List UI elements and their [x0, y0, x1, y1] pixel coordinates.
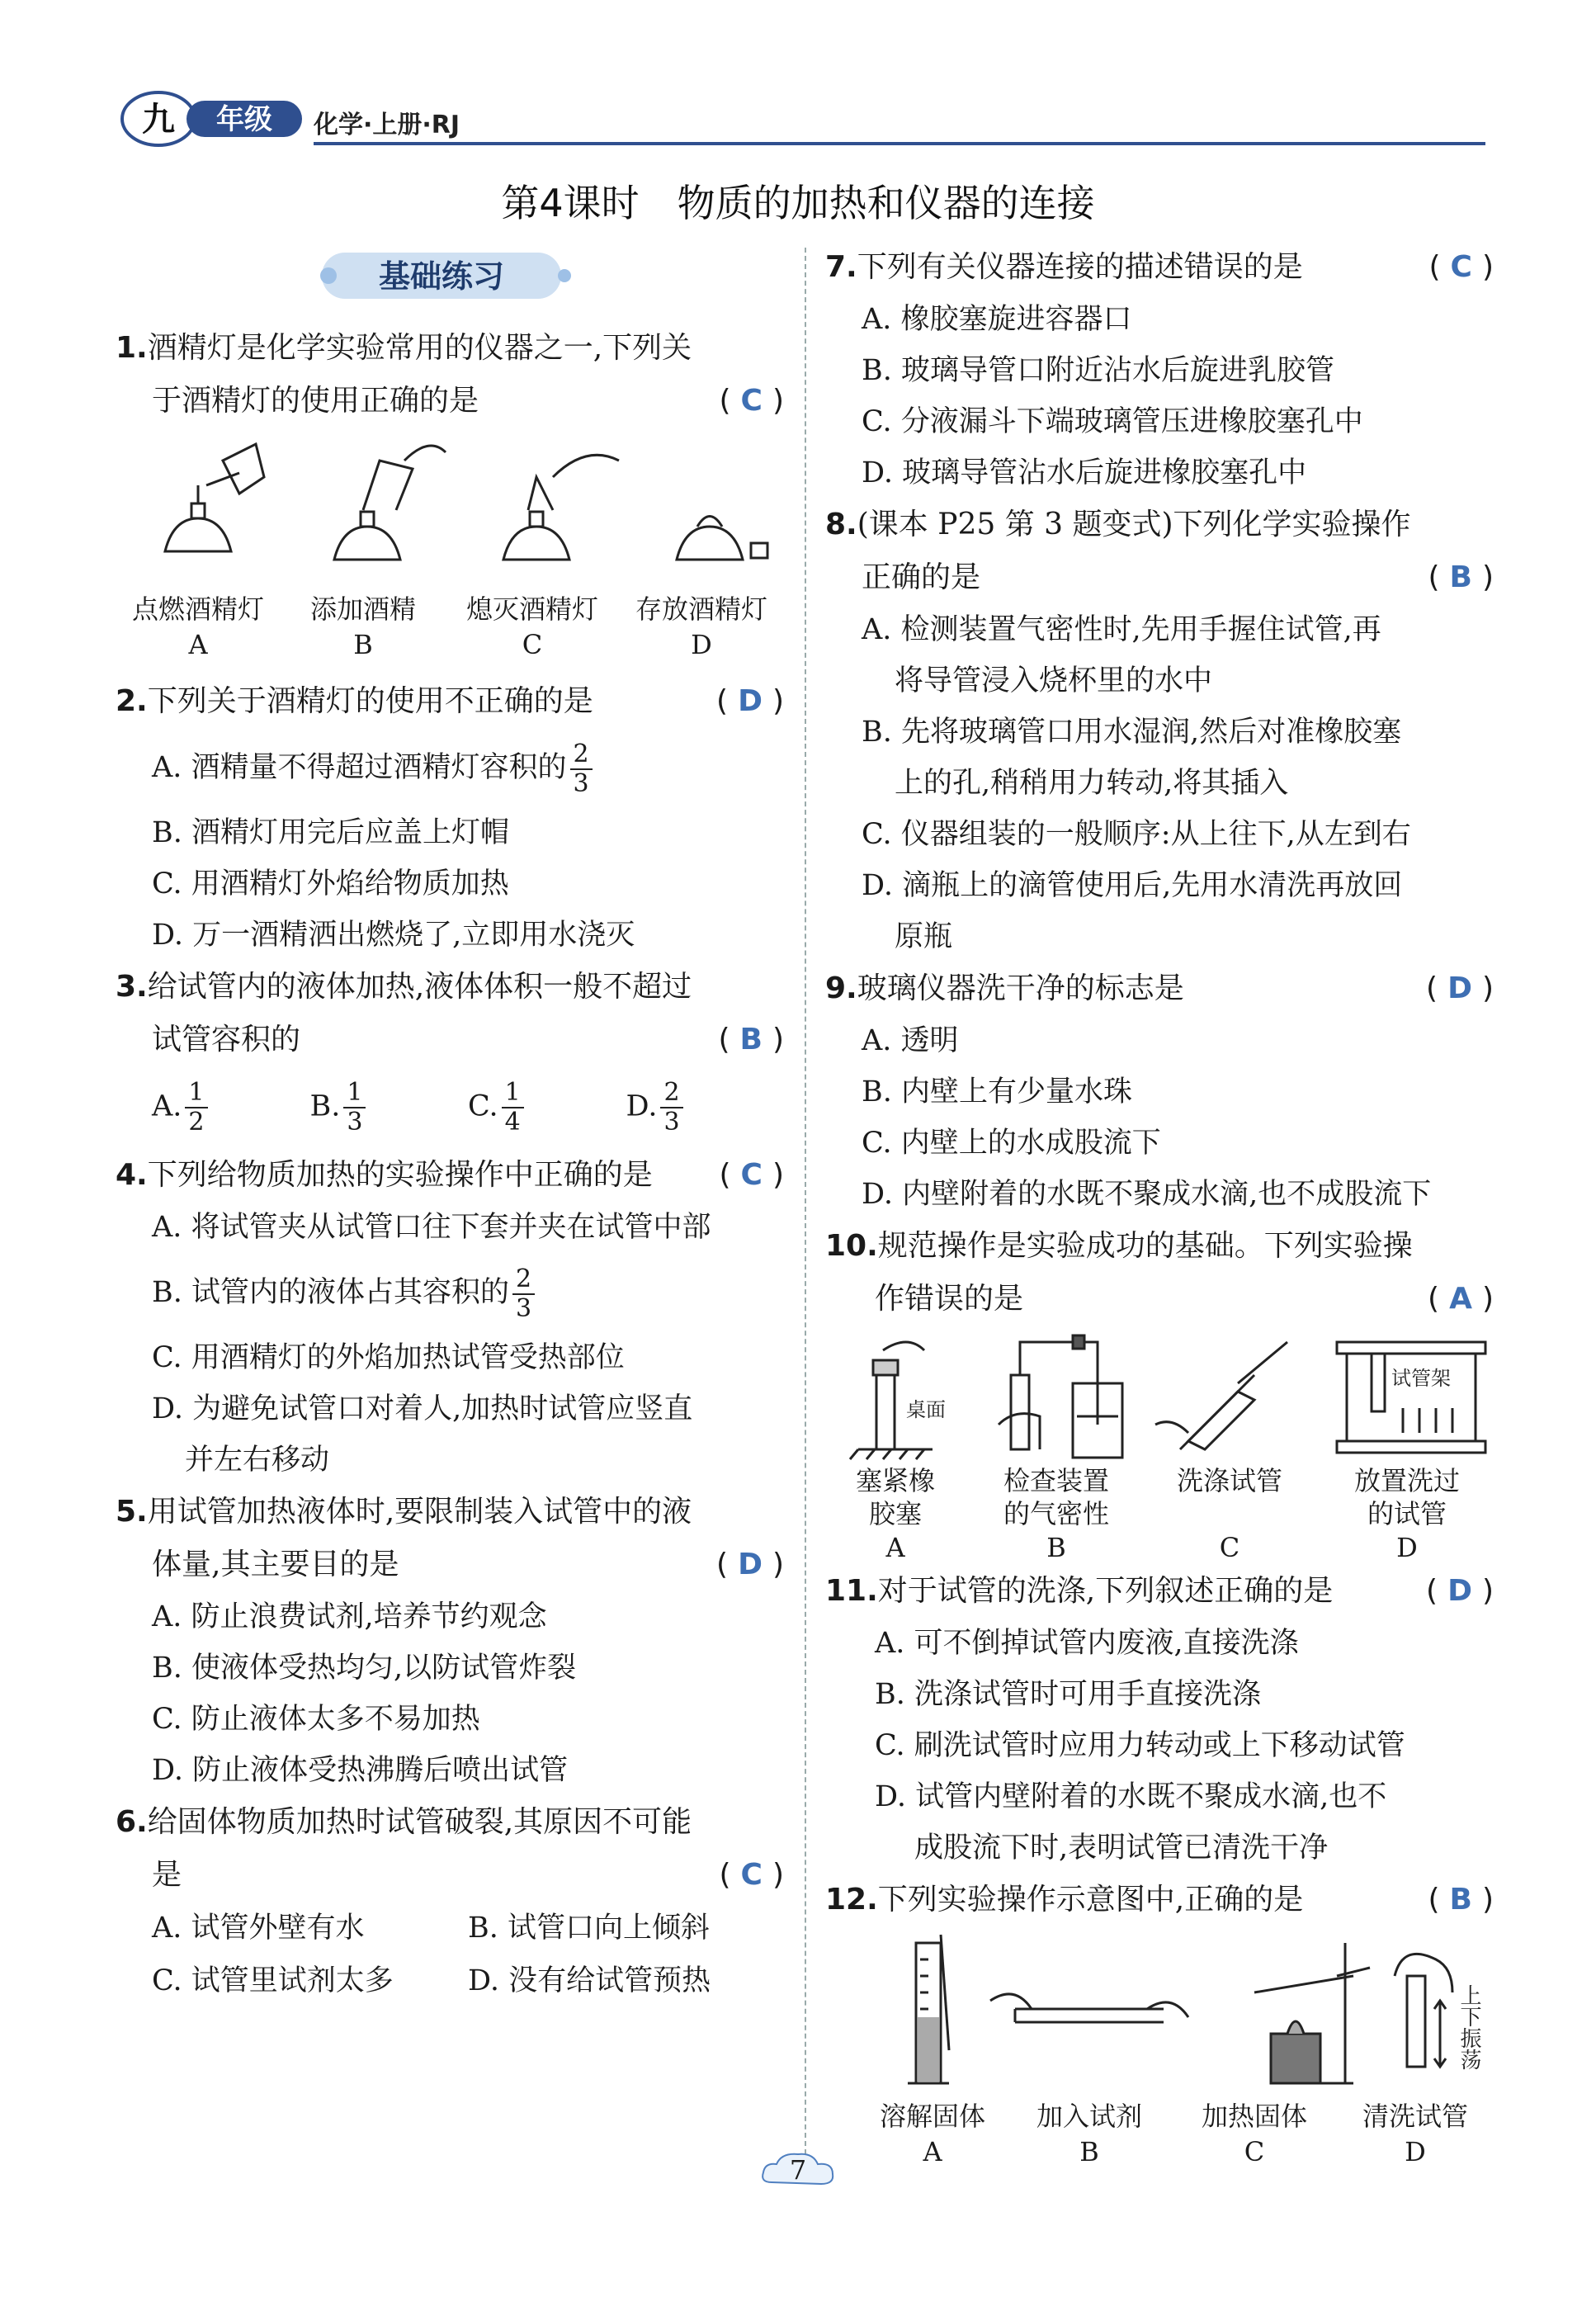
option-d: D. 滴瓶上的滴管使用后,先用水清洗再放回 [862, 869, 1403, 902]
desk-label: 桌面 [906, 1398, 946, 1421]
numerator: 2 [660, 1079, 682, 1108]
fraction [512, 1265, 535, 1323]
left-column [116, 322, 784, 2007]
section-label: 基础练习 [378, 258, 505, 295]
fig-letter: B [353, 629, 373, 660]
numerator: 1 [502, 1079, 524, 1108]
fig-letter: A [188, 629, 208, 660]
option-letter: B. [309, 1089, 341, 1123]
option-c: C. 分液漏斗下端玻璃管压进橡胶塞孔中 [862, 405, 1363, 438]
svg-text:九: 九 [142, 101, 175, 139]
option-letter: C. [468, 1089, 498, 1123]
answer-box: ( D ) [716, 1548, 784, 1581]
question-number: 5. [116, 1495, 148, 1529]
option-text: A. 酒精量不得超过酒精灯容积的 [152, 751, 567, 784]
answer-value: C [740, 1858, 763, 1892]
fig-caption: 溶解固体 [879, 2101, 985, 2132]
answer-box: ( B ) [1428, 1883, 1494, 1917]
question-number: 3. [116, 970, 148, 1004]
fig-caption: 洗涤试管 [1176, 1465, 1282, 1496]
answer-box: ( B ) [1428, 560, 1494, 594]
answer-box: ( C ) [719, 384, 784, 418]
fig-letter: D [1396, 1532, 1418, 1563]
lab-operation-figure-icon [825, 1326, 1494, 1466]
fig-caption: 塞紧橡 胶塞 [855, 1465, 935, 1529]
numerator: 2 [570, 740, 593, 770]
question-6 [116, 1796, 784, 2007]
question-number: 12. [825, 1883, 878, 1917]
answer-value: B [1449, 1883, 1472, 1917]
fig-letter: B [1046, 1532, 1066, 1563]
fig-caption: 点燃酒精灯 [131, 593, 264, 625]
question-text: 给固体物质加热时试管破裂,其原因不可能 [147, 1805, 692, 1839]
q1-figure [116, 428, 784, 675]
option-d: D. 玻璃导管沾水后旋进橡胶塞孔中 [862, 456, 1307, 489]
question-1 [116, 322, 784, 675]
answer-box: ( C ) [719, 1858, 784, 1892]
question-4 [116, 1149, 784, 1486]
answer-box: ( C ) [1428, 250, 1494, 284]
question-number: 1. [116, 331, 148, 365]
option-b: B. 试管口向上倾斜 [468, 1912, 710, 1945]
question-text: 下列实验操作示意图中,正确的是 [877, 1883, 1304, 1917]
option-a-cont: 将导管浸入烧杯里的水中 [895, 664, 1213, 697]
option-a: A. 试管外壁有水 [152, 1912, 365, 1945]
answer-box: ( A ) [1428, 1282, 1494, 1316]
question-text: (课本 P25 第 3 题变式)下列化学实验操作 [857, 508, 1411, 541]
question-number: 7. [825, 250, 857, 284]
option-b [310, 1079, 469, 1137]
option-b: B. 洗涤试管时可用手直接洗涤 [875, 1678, 1261, 1711]
option-a: A. 将试管夹从试管口往下套并夹在试管中部 [152, 1211, 711, 1244]
option-a: A. 橡胶塞旋进容器口 [862, 303, 1132, 336]
page-title: 第4课时 物质的加热和仪器的连接 [501, 181, 1095, 225]
question-number: 10. [825, 1229, 878, 1263]
fig-caption: 清洗试管 [1362, 2101, 1468, 2132]
answer-value: C [740, 1158, 763, 1192]
answer-value: B [739, 1023, 763, 1056]
fig-caption: 存放酒精灯 [635, 593, 767, 625]
question-text: 规范操作是实验成功的基础。下列实验操 [877, 1229, 1413, 1263]
option-c: C. 试管里试剂太多 [152, 1964, 394, 1997]
fig-caption: 放置洗过 的试管 [1353, 1465, 1460, 1529]
option-c: C. 刷洗试管时应用力转动或上下移动试管 [875, 1729, 1405, 1762]
fig-caption: 加热固体 [1201, 2101, 1307, 2132]
answer-box: ( D ) [1426, 971, 1494, 1005]
option-a: A. 检测装置气密性时,先用手握住试管,再 [862, 613, 1381, 646]
option-letter: D. [626, 1089, 658, 1123]
shake-label: 上下振荡 [1457, 1984, 1481, 2070]
option-d: D. 没有给试管预热 [468, 1964, 711, 1997]
option-c: C. 防止液体太多不易加热 [152, 1703, 480, 1736]
question-number: 4. [116, 1158, 148, 1192]
question-text: 作错误的是 [875, 1282, 1024, 1316]
column-divider [805, 248, 806, 2162]
question-text: 用试管加热液体时,要限制装入试管中的液 [147, 1495, 692, 1529]
option-b: B. 玻璃导管口附近沾水后旋进乳胶管 [862, 354, 1334, 387]
question-2 [116, 675, 784, 961]
option-b: B. 先将玻璃管口用水湿润,然后对准橡胶塞 [862, 716, 1402, 749]
answer-box: ( B ) [718, 1023, 784, 1056]
option-d: D. 防止液体受热沸腾后喷出试管 [152, 1754, 569, 1787]
option-a [152, 1079, 310, 1137]
question-text: 试管容积的 [152, 1023, 301, 1056]
fig-caption: 加入试剂 [1036, 2101, 1142, 2132]
fig-caption: 熄灭酒精灯 [465, 593, 598, 625]
denominator: 3 [515, 1293, 532, 1323]
answer-value: D [1447, 971, 1472, 1005]
answer-value: D [1447, 1574, 1472, 1608]
option-d-cont: 原瓶 [895, 920, 953, 953]
option-b: B. 使液体受热均匀,以防试管炸裂 [152, 1652, 577, 1685]
question-text: 于酒精灯的使用正确的是 [152, 384, 479, 418]
option-a: A. 防止浪费试剂,培养节约观念 [152, 1600, 547, 1633]
fig-caption: 添加酒精 [309, 593, 416, 625]
fig-letter: C [522, 629, 543, 660]
question-text: 下列给物质加热的实验操作中正确的是 [147, 1158, 653, 1192]
question-8 [825, 499, 1494, 962]
answer-box: ( D ) [716, 684, 784, 718]
answer-value: D [738, 684, 763, 718]
svg-text:年级: 年级 [216, 103, 272, 136]
question-text: 下列关于酒精灯的使用不正确的是 [147, 684, 593, 718]
fraction [343, 1079, 366, 1137]
fig-letter: A [923, 2136, 942, 2167]
option-c: C. 内壁上的水成股流下 [862, 1127, 1161, 1160]
q12-figure [825, 1926, 1494, 2174]
option-a [116, 728, 784, 807]
question-text: 对于试管的洗涤,下列叙述正确的是 [877, 1574, 1334, 1608]
question-number: 6. [116, 1805, 148, 1839]
question-12 [825, 1874, 1494, 2174]
answer-box: ( C ) [719, 1158, 784, 1192]
numerator: 2 [512, 1265, 535, 1295]
question-text: 正确的是 [862, 560, 981, 594]
question-number: 11. [825, 1574, 878, 1608]
options-row-1 [116, 1902, 784, 1954]
page-number [757, 2146, 839, 2195]
option-c: C. 用酒精灯外焰给物质加热 [152, 867, 509, 900]
question-11 [825, 1565, 1494, 1874]
option-d: D. 万一酒精洒出燃烧了,立即用水浇灭 [152, 919, 635, 952]
denominator: 2 [188, 1108, 205, 1137]
option-d: D. 试管内壁附着的水既不聚成水滴,也不 [875, 1780, 1387, 1813]
alcohol-lamp-figure-icon [116, 428, 784, 584]
option-letter: A. [152, 1089, 182, 1123]
question-text: 酒精灯是化学实验常用的仪器之一,下列关 [147, 331, 692, 365]
denominator: 4 [504, 1108, 521, 1137]
lab-operation-figure-icon [825, 1926, 1494, 2100]
fraction-options [116, 1066, 784, 1149]
fig-letter: B [1079, 2136, 1099, 2167]
question-number: 8. [825, 508, 857, 541]
question-5 [116, 1486, 784, 1796]
page-number-text: 7 [789, 2154, 807, 2186]
option-c [468, 1079, 626, 1137]
q10-figure [825, 1326, 1494, 1565]
fig-letter: D [1405, 2136, 1426, 2167]
fig-caption: 检查装置 的气密性 [1003, 1465, 1109, 1529]
numerator: 1 [185, 1079, 207, 1108]
answer-value: B [1449, 560, 1472, 594]
option-d-cont: 并左右移动 [185, 1444, 330, 1477]
rack-label: 试管架 [1391, 1367, 1451, 1390]
question-text: 给试管内的液体加热,液体体积一般不超过 [147, 970, 692, 1004]
question-text: 玻璃仪器洗干净的标志是 [857, 971, 1184, 1005]
options-row-2 [116, 1954, 784, 2007]
option-text: B. 试管内的液体占其容积的 [152, 1276, 509, 1309]
question-text: 下列有关仪器连接的描述错误的是 [857, 250, 1303, 284]
fraction [570, 740, 593, 798]
question-3 [116, 961, 784, 1149]
page-header [116, 89, 1485, 155]
denominator: 3 [663, 1108, 680, 1137]
answer-box: ( D ) [1426, 1574, 1494, 1608]
denominator: 3 [347, 1108, 363, 1137]
option-b: B. 酒精灯用完后应盖上灯帽 [152, 816, 509, 849]
question-7 [825, 241, 1494, 499]
numerator: 1 [343, 1079, 366, 1108]
section-badge-icon [314, 246, 578, 305]
option-b [116, 1253, 784, 1332]
question-text: 体量,其主要目的是 [152, 1548, 399, 1581]
answer-value: C [740, 384, 763, 418]
fig-letter: A [885, 1532, 905, 1563]
option-d-cont: 成股流下时,表明试管已清洗干净 [914, 1832, 1329, 1865]
option-b-cont: 上的孔,稍稍用力转动,将其插入 [895, 767, 1289, 800]
option-d: D. 为避免试管口对着人,加热时试管应竖直 [152, 1392, 693, 1425]
header-divider [314, 142, 1485, 145]
fraction [502, 1079, 524, 1137]
question-number: 9. [825, 971, 857, 1005]
question-number: 2. [116, 684, 148, 718]
right-column [825, 241, 1494, 2174]
fig-letter: C [1244, 2136, 1265, 2167]
question-10 [825, 1220, 1494, 1565]
option-d [626, 1079, 785, 1137]
fig-letter: C [1219, 1532, 1240, 1563]
answer-value: C [1450, 250, 1472, 284]
question-9 [825, 962, 1494, 1220]
question-text: 是 [152, 1858, 182, 1892]
answer-value: A [1449, 1282, 1472, 1316]
subject-label: 化学·上册·RJ [314, 111, 460, 139]
answer-value: D [738, 1548, 763, 1581]
option-a: A. 透明 [862, 1024, 959, 1057]
grade-badge-icon [116, 89, 305, 149]
option-b: B. 内壁上有少量水珠 [862, 1075, 1132, 1108]
option-c: C. 仪器组装的一般顺序:从上往下,从左到右 [862, 818, 1411, 851]
fraction [185, 1079, 207, 1137]
fig-letter: D [691, 629, 712, 660]
option-a: A. 可不倒掉试管内废液,直接洗涤 [875, 1627, 1299, 1660]
option-c: C. 用酒精灯的外焰加热试管受热部位 [152, 1341, 625, 1374]
option-d: D. 内壁附着的水既不聚成水滴,也不成股流下 [862, 1178, 1432, 1211]
denominator: 3 [573, 768, 589, 798]
fraction [660, 1079, 682, 1137]
